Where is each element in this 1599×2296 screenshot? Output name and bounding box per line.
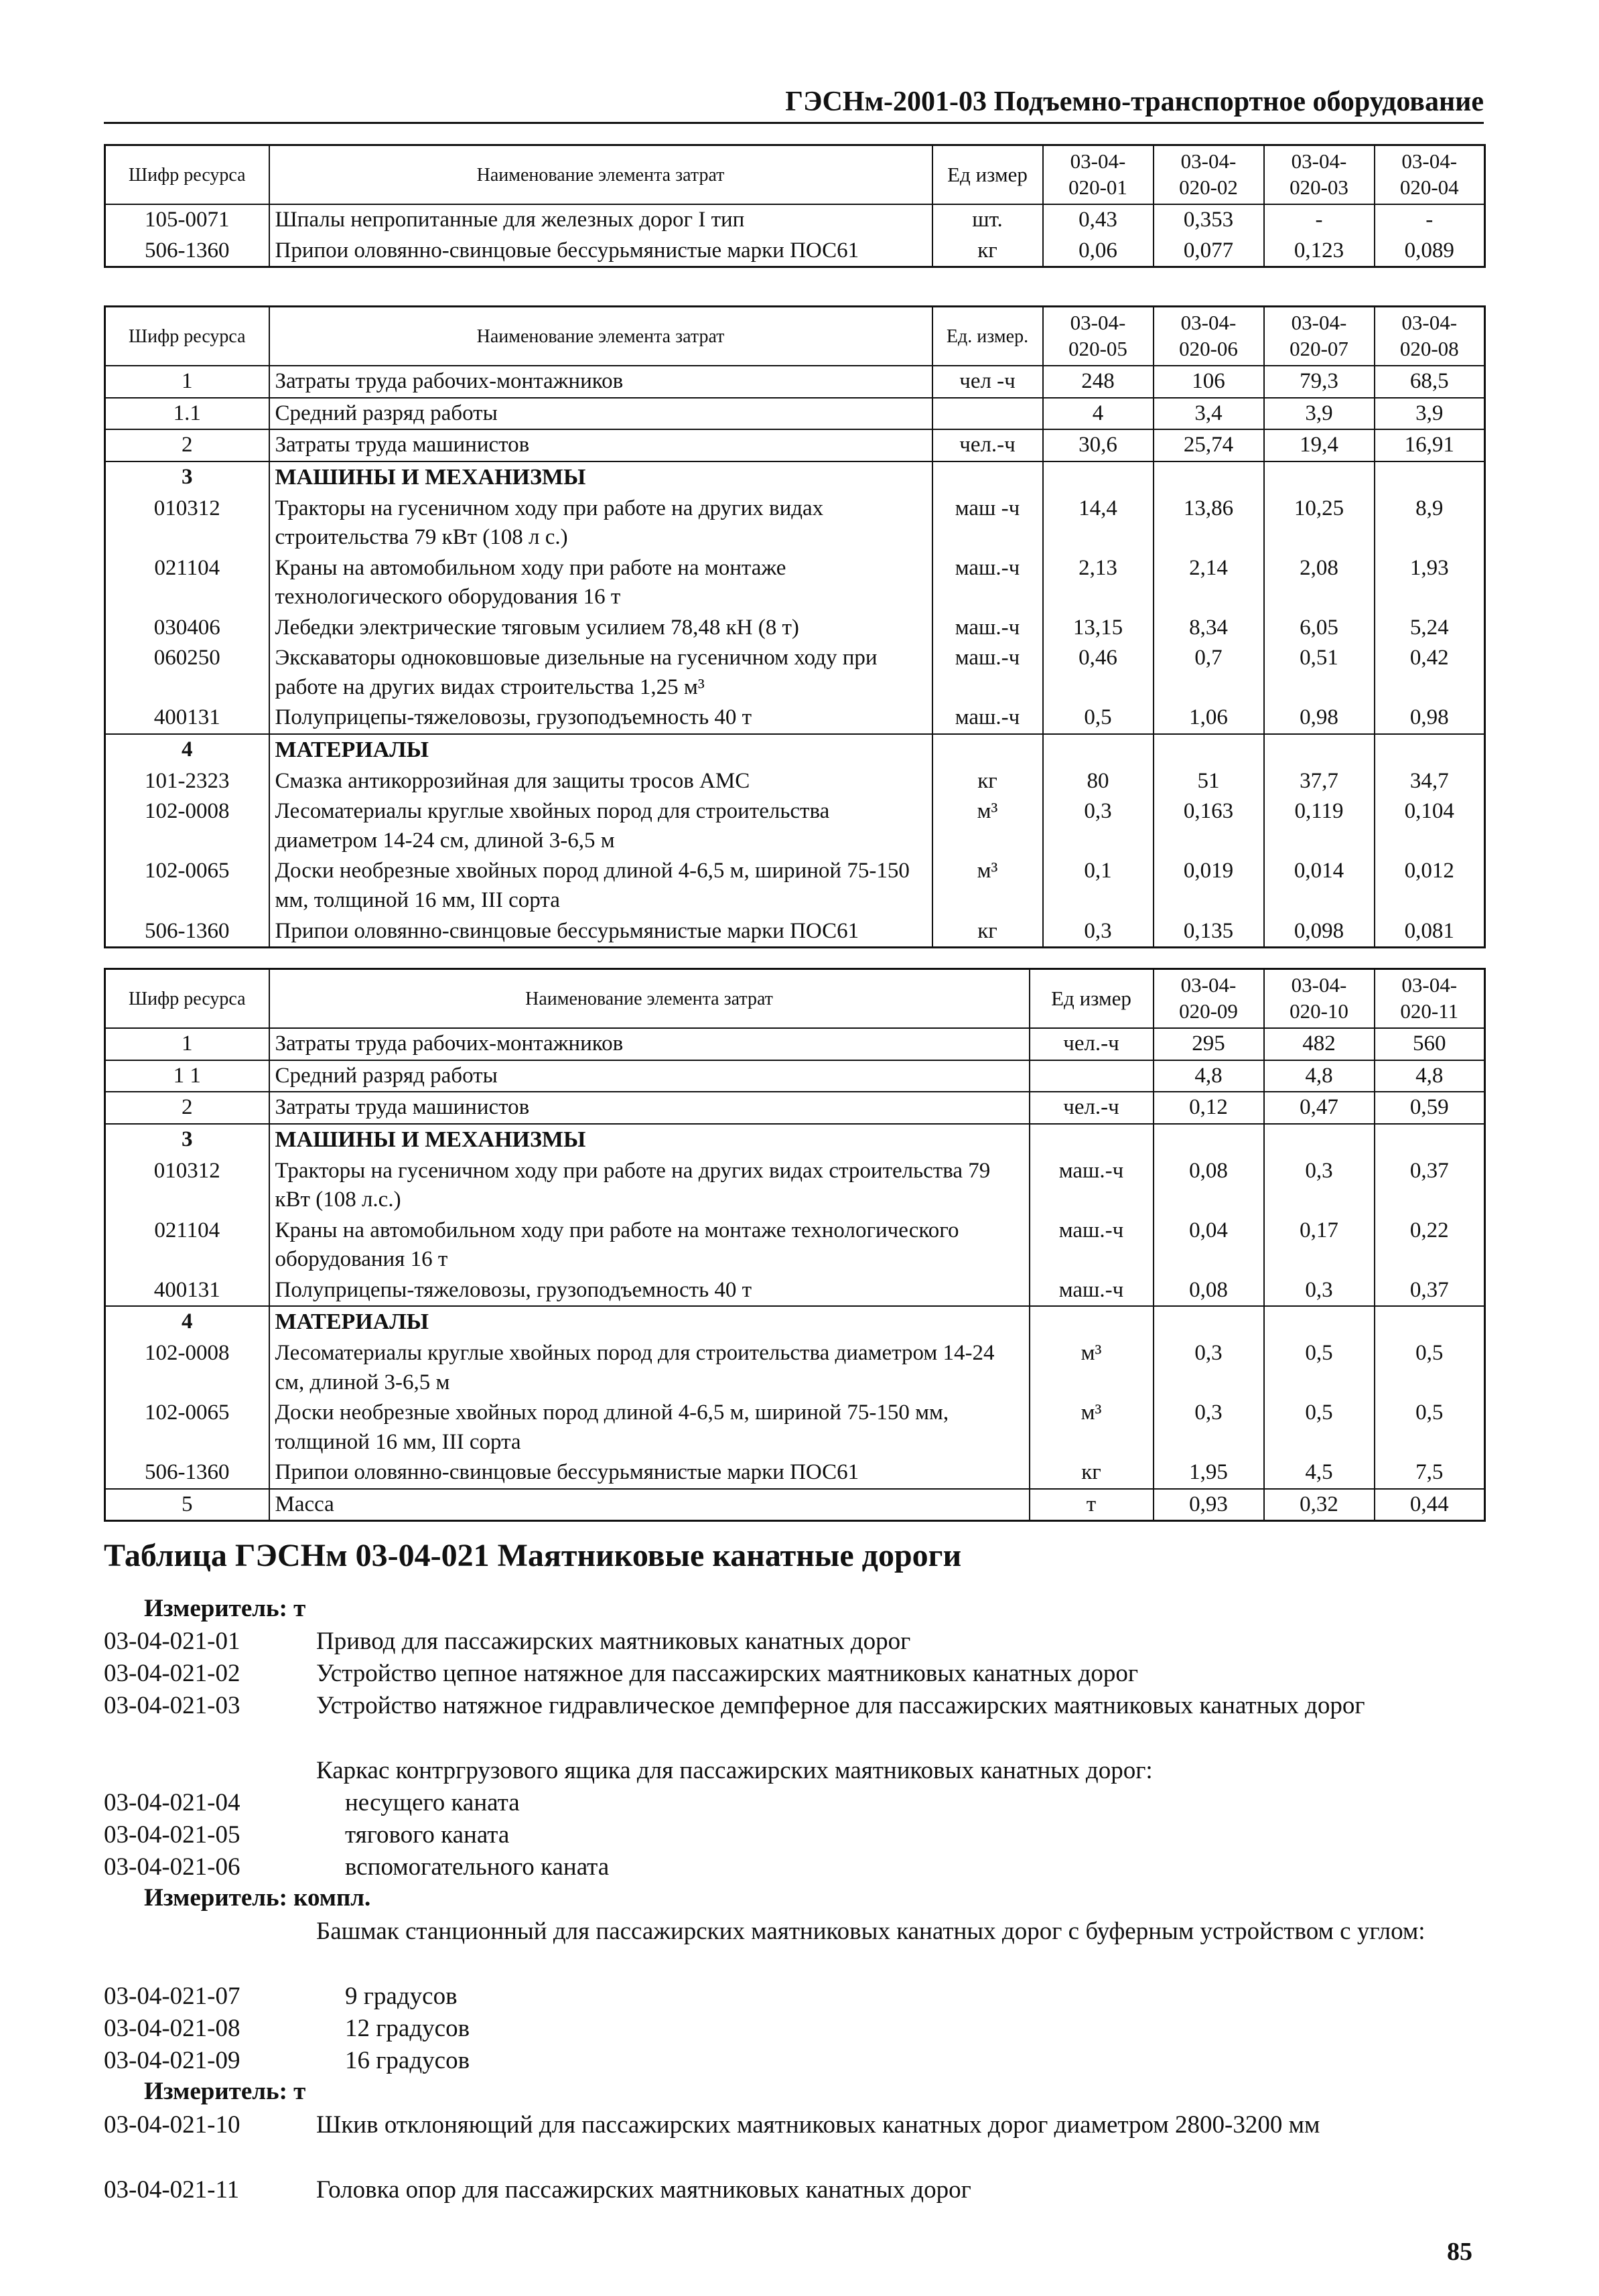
- resource-value: 2,14: [1154, 553, 1264, 613]
- header-cell: 03-04- 020-10: [1264, 969, 1375, 1029]
- resource-value: [1375, 1306, 1485, 1338]
- resource-name: МАТЕРИАЛЫ: [269, 1306, 1030, 1338]
- resource-code: 4: [105, 1306, 269, 1338]
- resource-value: 0,08: [1154, 1275, 1264, 1307]
- table-row: [105, 236, 1485, 267]
- section-title: Таблица ГЭСНм 03-04-021 Маятниковые канатные дороги: [104, 1538, 962, 1573]
- resource-value: [1264, 1306, 1375, 1338]
- resource-name: Припои оловянно-свинцовые бессурьмянистые марки ПОС61: [269, 236, 932, 267]
- resource-value: 0,119: [1264, 796, 1375, 856]
- table-row: [105, 1156, 1485, 1216]
- resource-value: 0,98: [1375, 703, 1485, 734]
- header-cell: 03-04- 020-05: [1043, 307, 1154, 366]
- resource-value: 68,5: [1375, 366, 1485, 398]
- resource-unit: шт.: [932, 204, 1043, 236]
- resource-value: 13,86: [1154, 494, 1264, 553]
- resource-value: 79,3: [1264, 366, 1375, 398]
- item-text: 9 градусов: [345, 1983, 458, 2010]
- resource-name: Краны на автомобильном ходу при работе на монтаже технологического оборудования 16 т: [269, 1216, 1030, 1275]
- resource-value: [1264, 461, 1375, 494]
- resource-code: 101-2323: [105, 766, 269, 797]
- resource-value: 0,123: [1264, 236, 1375, 267]
- resource-name: Затраты труда машинистов: [269, 429, 932, 461]
- resource-value: 560: [1375, 1028, 1485, 1060]
- item-code: 03-04-021-04: [104, 1789, 240, 1816]
- resource-value: 0,3: [1154, 1338, 1264, 1398]
- item-text: 12 градусов: [345, 2015, 470, 2042]
- item-code: 03-04-021-05: [104, 1821, 240, 1849]
- page-header: ГЭСНм-2001-03 Подъемно-транспортное оборудование: [785, 86, 1484, 117]
- resource-value: 0,163: [1154, 796, 1264, 856]
- item-text: Головка опор для пассажирских маятниковых канатных дорог: [316, 2176, 971, 2204]
- resource-name: Припои оловянно-свинцовые бессурьмянистые марки ПОС61: [269, 916, 932, 948]
- resource-name: Масса: [269, 1489, 1030, 1521]
- resource-unit: м³: [932, 856, 1043, 916]
- table-row: [105, 703, 1485, 734]
- resource-code: 1 1: [105, 1060, 269, 1092]
- resource-value: 4,8: [1375, 1060, 1485, 1092]
- resource-value: 0,3: [1154, 1398, 1264, 1457]
- item-code: 03-04-021-09: [104, 2047, 240, 2074]
- resource-value: 0,04: [1154, 1216, 1264, 1275]
- page-number: 85: [1447, 2238, 1472, 2266]
- resource-code: 506-1360: [105, 236, 269, 267]
- resource-value: 13,15: [1043, 613, 1154, 644]
- resource-value: 37,7: [1264, 766, 1375, 797]
- item-text: Шкив отклоняющий для пассажирских маятниковых канатных дорог диаметром 2800-3200 мм: [316, 2111, 1320, 2139]
- table-row: [105, 1028, 1485, 1060]
- resource-unit: т: [1030, 1489, 1154, 1521]
- item-code: 03-04-021-07: [104, 1983, 240, 2010]
- resource-value: 482: [1264, 1028, 1375, 1060]
- resource-value: [1154, 734, 1264, 766]
- resource-value: 0,3: [1043, 916, 1154, 948]
- resource-unit: чел.-ч: [1030, 1028, 1154, 1060]
- resource-code: 102-0065: [105, 1398, 269, 1457]
- resource-value: 0,47: [1264, 1092, 1375, 1124]
- list-item: [104, 1851, 1484, 1883]
- resource-name: Средний разряд работы: [269, 398, 932, 430]
- item-text: Привод для пассажирских маятниковых канатных дорог: [316, 1628, 911, 1655]
- item-text: Устройство натяжное гидравлическое демпферное для пассажирских маятниковых канатных дорог: [316, 1692, 1365, 1719]
- resource-value: 0,104: [1375, 796, 1485, 856]
- item-text: вспомогательного каната: [345, 1853, 610, 1881]
- item-code: 03-04-021-08: [104, 2015, 240, 2042]
- resource-name: Тракторы на гусеничном ходу при работе на других видах строительства 79 кВт (108 л.с.): [269, 1156, 1030, 1216]
- resource-value: 1,93: [1375, 553, 1485, 613]
- resource-value: 8,9: [1375, 494, 1485, 553]
- table-row: [105, 643, 1485, 703]
- resource-unit: [1030, 1124, 1154, 1156]
- resource-value: 8,34: [1154, 613, 1264, 644]
- resource-value: 0,019: [1154, 856, 1264, 916]
- resource-value: 0,1: [1043, 856, 1154, 916]
- table-body: [105, 1028, 1485, 1521]
- measure-unit-label: Измеритель: т: [144, 1595, 306, 1622]
- list-item: [104, 1690, 1484, 1722]
- measure-unit-label: Измеритель: компл.: [144, 1884, 371, 1912]
- resource-value: 80: [1043, 766, 1154, 797]
- resource-value: 0,012: [1375, 856, 1485, 916]
- list-item: [104, 2013, 1484, 2045]
- resource-name: Доски необрезные хвойных пород длиной 4-6,5 м, шириной 75-150 мм, толщиной 16 мм, III сорта: [269, 856, 932, 916]
- table-row: [105, 1457, 1485, 1489]
- resource-value: 0,077: [1154, 236, 1264, 267]
- resource-value: 5,24: [1375, 613, 1485, 644]
- resource-value: 25,74: [1154, 429, 1264, 461]
- resource-unit: чел.-ч: [932, 429, 1043, 461]
- resource-unit: м³: [932, 796, 1043, 856]
- resource-name: Средний разряд работы: [269, 1060, 1030, 1092]
- table-row: [105, 204, 1485, 236]
- resource-table-1: [104, 144, 1486, 268]
- resource-value: 19,4: [1264, 429, 1375, 461]
- resource-value: 0,37: [1375, 1156, 1485, 1216]
- resource-unit: маш.-ч: [932, 613, 1043, 644]
- resource-code: 2: [105, 429, 269, 461]
- list-item: [104, 2174, 1484, 2206]
- resource-value: 16,91: [1375, 429, 1485, 461]
- resource-code: 506-1360: [105, 1457, 269, 1489]
- resource-name: Полуприцепы-тяжеловозы, грузоподъемность 40 т: [269, 703, 932, 734]
- header-cell: Шифр ресурса: [105, 969, 269, 1029]
- resource-value: 0,135: [1154, 916, 1264, 948]
- resource-value: 4,8: [1154, 1060, 1264, 1092]
- resource-code: 010312: [105, 1156, 269, 1216]
- resource-value: 34,7: [1375, 766, 1485, 797]
- table-row: [105, 1275, 1485, 1307]
- resource-code: 2: [105, 1092, 269, 1124]
- header-cell: 03-04- 020-11: [1375, 969, 1485, 1029]
- header-cell: 03-04- 020-09: [1154, 969, 1264, 1029]
- resource-unit: [1030, 1060, 1154, 1092]
- resource-name: Лесоматериалы круглые хвойных пород для строительства диаметром 14-24 см, длиной 3-6,5 м: [269, 796, 932, 856]
- table-row: [105, 1338, 1485, 1398]
- resource-name: Затраты труда рабочих-монтажников: [269, 1028, 1030, 1060]
- list-item: [104, 1658, 1484, 1690]
- header-cell: Ед измер: [1030, 969, 1154, 1029]
- resource-code: 030406: [105, 613, 269, 644]
- resource-value: [1043, 734, 1154, 766]
- list-item: [104, 1916, 1484, 1948]
- resource-code: 3: [105, 461, 269, 494]
- resource-value: 0,08: [1154, 1156, 1264, 1216]
- resource-name: Затраты труда машинистов: [269, 1092, 1030, 1124]
- resource-code: 102-0008: [105, 1338, 269, 1398]
- resource-name: МАШИНЫ И МЕХАНИЗМЫ: [269, 461, 932, 494]
- header-cell: 03-04- 020-07: [1264, 307, 1375, 366]
- resource-value: 2,08: [1264, 553, 1375, 613]
- resource-name: МАТЕРИАЛЫ: [269, 734, 932, 766]
- table-row: [105, 398, 1485, 430]
- resource-unit: маш.-ч: [932, 553, 1043, 613]
- resource-name: МАШИНЫ И МЕХАНИЗМЫ: [269, 1124, 1030, 1156]
- item-text: тягового каната: [345, 1821, 510, 1849]
- resource-value: 4,8: [1264, 1060, 1375, 1092]
- resource-unit: [932, 398, 1043, 430]
- table-row: [105, 1060, 1485, 1092]
- resource-name: Экскаваторы одноковшовые дизельные на гусеничном ходу при работе на других видах строительства 1,25 м³: [269, 643, 932, 703]
- resource-name: Тракторы на гусеничном ходу при работе на других видах строительства 79 кВт (108 л с.): [269, 494, 932, 553]
- item-code: 03-04-021-11: [104, 2176, 240, 2204]
- header-cell: Шифр ресурса: [105, 307, 269, 366]
- resource-value: 51: [1154, 766, 1264, 797]
- resource-name: Припои оловянно-свинцовые бессурьмянистые марки ПОС61: [269, 1457, 1030, 1489]
- resource-value: -: [1375, 204, 1485, 236]
- resource-code: 400131: [105, 703, 269, 734]
- resource-name: Доски необрезные хвойных пород длиной 4-6,5 м, шириной 75-150 мм, толщиной 16 мм, III сорта: [269, 1398, 1030, 1457]
- resource-value: 248: [1043, 366, 1154, 398]
- resource-value: 0,098: [1264, 916, 1375, 948]
- table-row: [105, 734, 1485, 766]
- resource-unit: маш.-ч: [1030, 1216, 1154, 1275]
- resource-code: 010312: [105, 494, 269, 553]
- resource-value: 3,4: [1154, 398, 1264, 430]
- resource-value: 0,081: [1375, 916, 1485, 948]
- table-row: [105, 766, 1485, 797]
- header-cell: 03-04- 020-04: [1375, 145, 1485, 205]
- header-cell: Ед. измер.: [932, 307, 1043, 366]
- table-header-row: [105, 145, 1485, 205]
- resource-value: 0,46: [1043, 643, 1154, 703]
- resource-unit: маш.-ч: [1030, 1275, 1154, 1307]
- resource-value: [1264, 734, 1375, 766]
- resource-code: 021104: [105, 553, 269, 613]
- resource-value: 4: [1043, 398, 1154, 430]
- resource-value: 0,5: [1264, 1398, 1375, 1457]
- resource-value: 10,25: [1264, 494, 1375, 553]
- resource-unit: маш.-ч: [1030, 1156, 1154, 1216]
- resource-value: [1375, 1124, 1485, 1156]
- resource-value: 7,5: [1375, 1457, 1485, 1489]
- resource-unit: кг: [932, 766, 1043, 797]
- resource-value: 0,06: [1043, 236, 1154, 267]
- resource-unit: маш.-ч: [932, 703, 1043, 734]
- resource-name: Лесоматериалы круглые хвойных пород для строительства диаметром 14-24 см, длиной 3-6,5 м: [269, 1338, 1030, 1398]
- list-item: [104, 2109, 1484, 2141]
- resource-code: 105-0071: [105, 204, 269, 236]
- resource-value: 0,59: [1375, 1092, 1485, 1124]
- table-header-row: [105, 307, 1485, 366]
- table-row: [105, 553, 1485, 613]
- resource-value: 0,3: [1043, 796, 1154, 856]
- resource-value: [1154, 1124, 1264, 1156]
- list-item: [104, 1755, 1484, 1787]
- resource-value: 0,5: [1043, 703, 1154, 734]
- resource-code: 102-0065: [105, 856, 269, 916]
- header-cell: Ед измер: [932, 145, 1043, 205]
- resource-value: 0,93: [1154, 1489, 1264, 1521]
- item-code: 03-04-021-03: [104, 1692, 240, 1719]
- resource-code: 021104: [105, 1216, 269, 1275]
- table-row: [105, 494, 1485, 553]
- header-cell: Наименование элемента затрат: [269, 145, 932, 205]
- item-code: 03-04-021-10: [104, 2111, 240, 2139]
- header-cell: Наименование элемента затрат: [269, 307, 932, 366]
- item-code: 03-04-021-06: [104, 1853, 240, 1881]
- header-cell: 03-04- 020-06: [1154, 307, 1264, 366]
- resource-value: 0,3: [1264, 1156, 1375, 1216]
- resource-name: Краны на автомобильном ходу при работе на монтаже технологического оборудования 16 т: [269, 553, 932, 613]
- header-cell: 03-04- 020-08: [1375, 307, 1485, 366]
- resource-code: 1.1: [105, 398, 269, 430]
- resource-unit: м³: [1030, 1398, 1154, 1457]
- table-row: [105, 366, 1485, 398]
- resource-code: 400131: [105, 1275, 269, 1307]
- resource-value: 3,9: [1264, 398, 1375, 430]
- table-row: [105, 429, 1485, 461]
- resource-value: 0,089: [1375, 236, 1485, 267]
- header-cell: Наименование элемента затрат: [269, 969, 1030, 1029]
- list-item: [104, 2045, 1484, 2077]
- table-row: [105, 916, 1485, 948]
- resource-value: 2,13: [1043, 553, 1154, 613]
- resource-table-3: [104, 968, 1486, 1522]
- resource-code: 1: [105, 366, 269, 398]
- list-item: [104, 1819, 1484, 1851]
- resource-unit: маш -ч: [932, 494, 1043, 553]
- resource-name: Шпалы непропитанные для железных дорог I тип: [269, 204, 932, 236]
- resource-code: 060250: [105, 643, 269, 703]
- header-rule: [104, 122, 1484, 124]
- table-row: [105, 1306, 1485, 1338]
- resource-value: [1043, 461, 1154, 494]
- header-cell: 03-04- 020-02: [1154, 145, 1264, 205]
- resource-value: 14,4: [1043, 494, 1154, 553]
- resource-value: 0,7: [1154, 643, 1264, 703]
- table-row: [105, 1124, 1485, 1156]
- resource-code: 5: [105, 1489, 269, 1521]
- resource-value: [1264, 1124, 1375, 1156]
- resource-value: 1,95: [1154, 1457, 1264, 1489]
- header-cell: 03-04- 020-03: [1264, 145, 1375, 205]
- resource-value: [1375, 461, 1485, 494]
- resource-value: [1375, 734, 1485, 766]
- resource-value: 4,5: [1264, 1457, 1375, 1489]
- table-row: [105, 796, 1485, 856]
- resource-unit: м³: [1030, 1338, 1154, 1398]
- table-row: [105, 1489, 1485, 1521]
- resource-value: 6,05: [1264, 613, 1375, 644]
- item-text: Башмак станционный для пассажирских маятниковых канатных дорог с буферным устройством с углом:: [316, 1918, 1426, 1945]
- resource-value: 0,12: [1154, 1092, 1264, 1124]
- table-body: [105, 366, 1485, 948]
- resource-code: 102-0008: [105, 796, 269, 856]
- item-text: Устройство цепное натяжное для пассажирских маятниковых канатных дорог: [316, 1660, 1139, 1687]
- resource-value: 0,32: [1264, 1489, 1375, 1521]
- resource-value: 0,5: [1375, 1398, 1485, 1457]
- resource-value: 0,51: [1264, 643, 1375, 703]
- resource-value: [1154, 1306, 1264, 1338]
- table-header-row: [105, 969, 1485, 1029]
- item-code: 03-04-021-01: [104, 1628, 240, 1655]
- resource-unit: [1030, 1306, 1154, 1338]
- resource-unit: кг: [932, 236, 1043, 267]
- resource-value: 106: [1154, 366, 1264, 398]
- list-item: [104, 1981, 1484, 2013]
- resource-value: 0,43: [1043, 204, 1154, 236]
- item-text: несущего каната: [345, 1789, 520, 1816]
- header-cell: 03-04- 020-01: [1043, 145, 1154, 205]
- resource-value: 0,17: [1264, 1216, 1375, 1275]
- resource-name: Затраты труда рабочих-монтажников: [269, 366, 932, 398]
- table-row: [105, 1092, 1485, 1124]
- resource-value: [1154, 461, 1264, 494]
- resource-value: 0,37: [1375, 1275, 1485, 1307]
- resource-value: 1,06: [1154, 703, 1264, 734]
- header-cell: Шифр ресурса: [105, 145, 269, 205]
- resource-unit: чел -ч: [932, 366, 1043, 398]
- resource-unit: чел.-ч: [1030, 1092, 1154, 1124]
- resource-name: Лебедки электрические тяговым усилием 78,48 кН (8 т): [269, 613, 932, 644]
- resource-code: 4: [105, 734, 269, 766]
- resource-value: 295: [1154, 1028, 1264, 1060]
- resource-unit: [932, 461, 1043, 494]
- resource-value: 0,5: [1264, 1338, 1375, 1398]
- resource-name: Полуприцепы-тяжеловозы, грузоподъемность 40 т: [269, 1275, 1030, 1307]
- resource-unit: [932, 734, 1043, 766]
- resource-value: 0,22: [1375, 1216, 1485, 1275]
- resource-code: 1: [105, 1028, 269, 1060]
- resource-value: 0,5: [1375, 1338, 1485, 1398]
- table-row: [105, 856, 1485, 916]
- resource-value: 0,3: [1264, 1275, 1375, 1307]
- resource-table-2: [104, 305, 1486, 948]
- resource-value: 0,353: [1154, 204, 1264, 236]
- resource-value: 0,98: [1264, 703, 1375, 734]
- item-code: 03-04-021-02: [104, 1660, 240, 1687]
- list-item: [104, 1626, 1484, 1658]
- table-row: [105, 613, 1485, 644]
- resource-code: 3: [105, 1124, 269, 1156]
- resource-unit: кг: [1030, 1457, 1154, 1489]
- resource-value: 30,6: [1043, 429, 1154, 461]
- table-row: [105, 1398, 1485, 1457]
- resource-value: 0,42: [1375, 643, 1485, 703]
- table-row: [105, 1216, 1485, 1275]
- resource-code: 506-1360: [105, 916, 269, 948]
- resource-unit: кг: [932, 916, 1043, 948]
- table-row: [105, 461, 1485, 494]
- resource-value: 3,9: [1375, 398, 1485, 430]
- list-item: [104, 1787, 1484, 1819]
- resource-value: 0,014: [1264, 856, 1375, 916]
- resource-name: Смазка антикоррозийная для защиты тросов АМС: [269, 766, 932, 797]
- item-text: 16 градусов: [345, 2047, 470, 2074]
- resource-value: -: [1264, 204, 1375, 236]
- item-text: Каркас контргрузового ящика для пассажирских маятниковых канатных дорог:: [316, 1757, 1153, 1784]
- resource-value: 0,44: [1375, 1489, 1485, 1521]
- measure-unit-label: Измеритель: т: [144, 2078, 306, 2105]
- resource-unit: маш.-ч: [932, 643, 1043, 703]
